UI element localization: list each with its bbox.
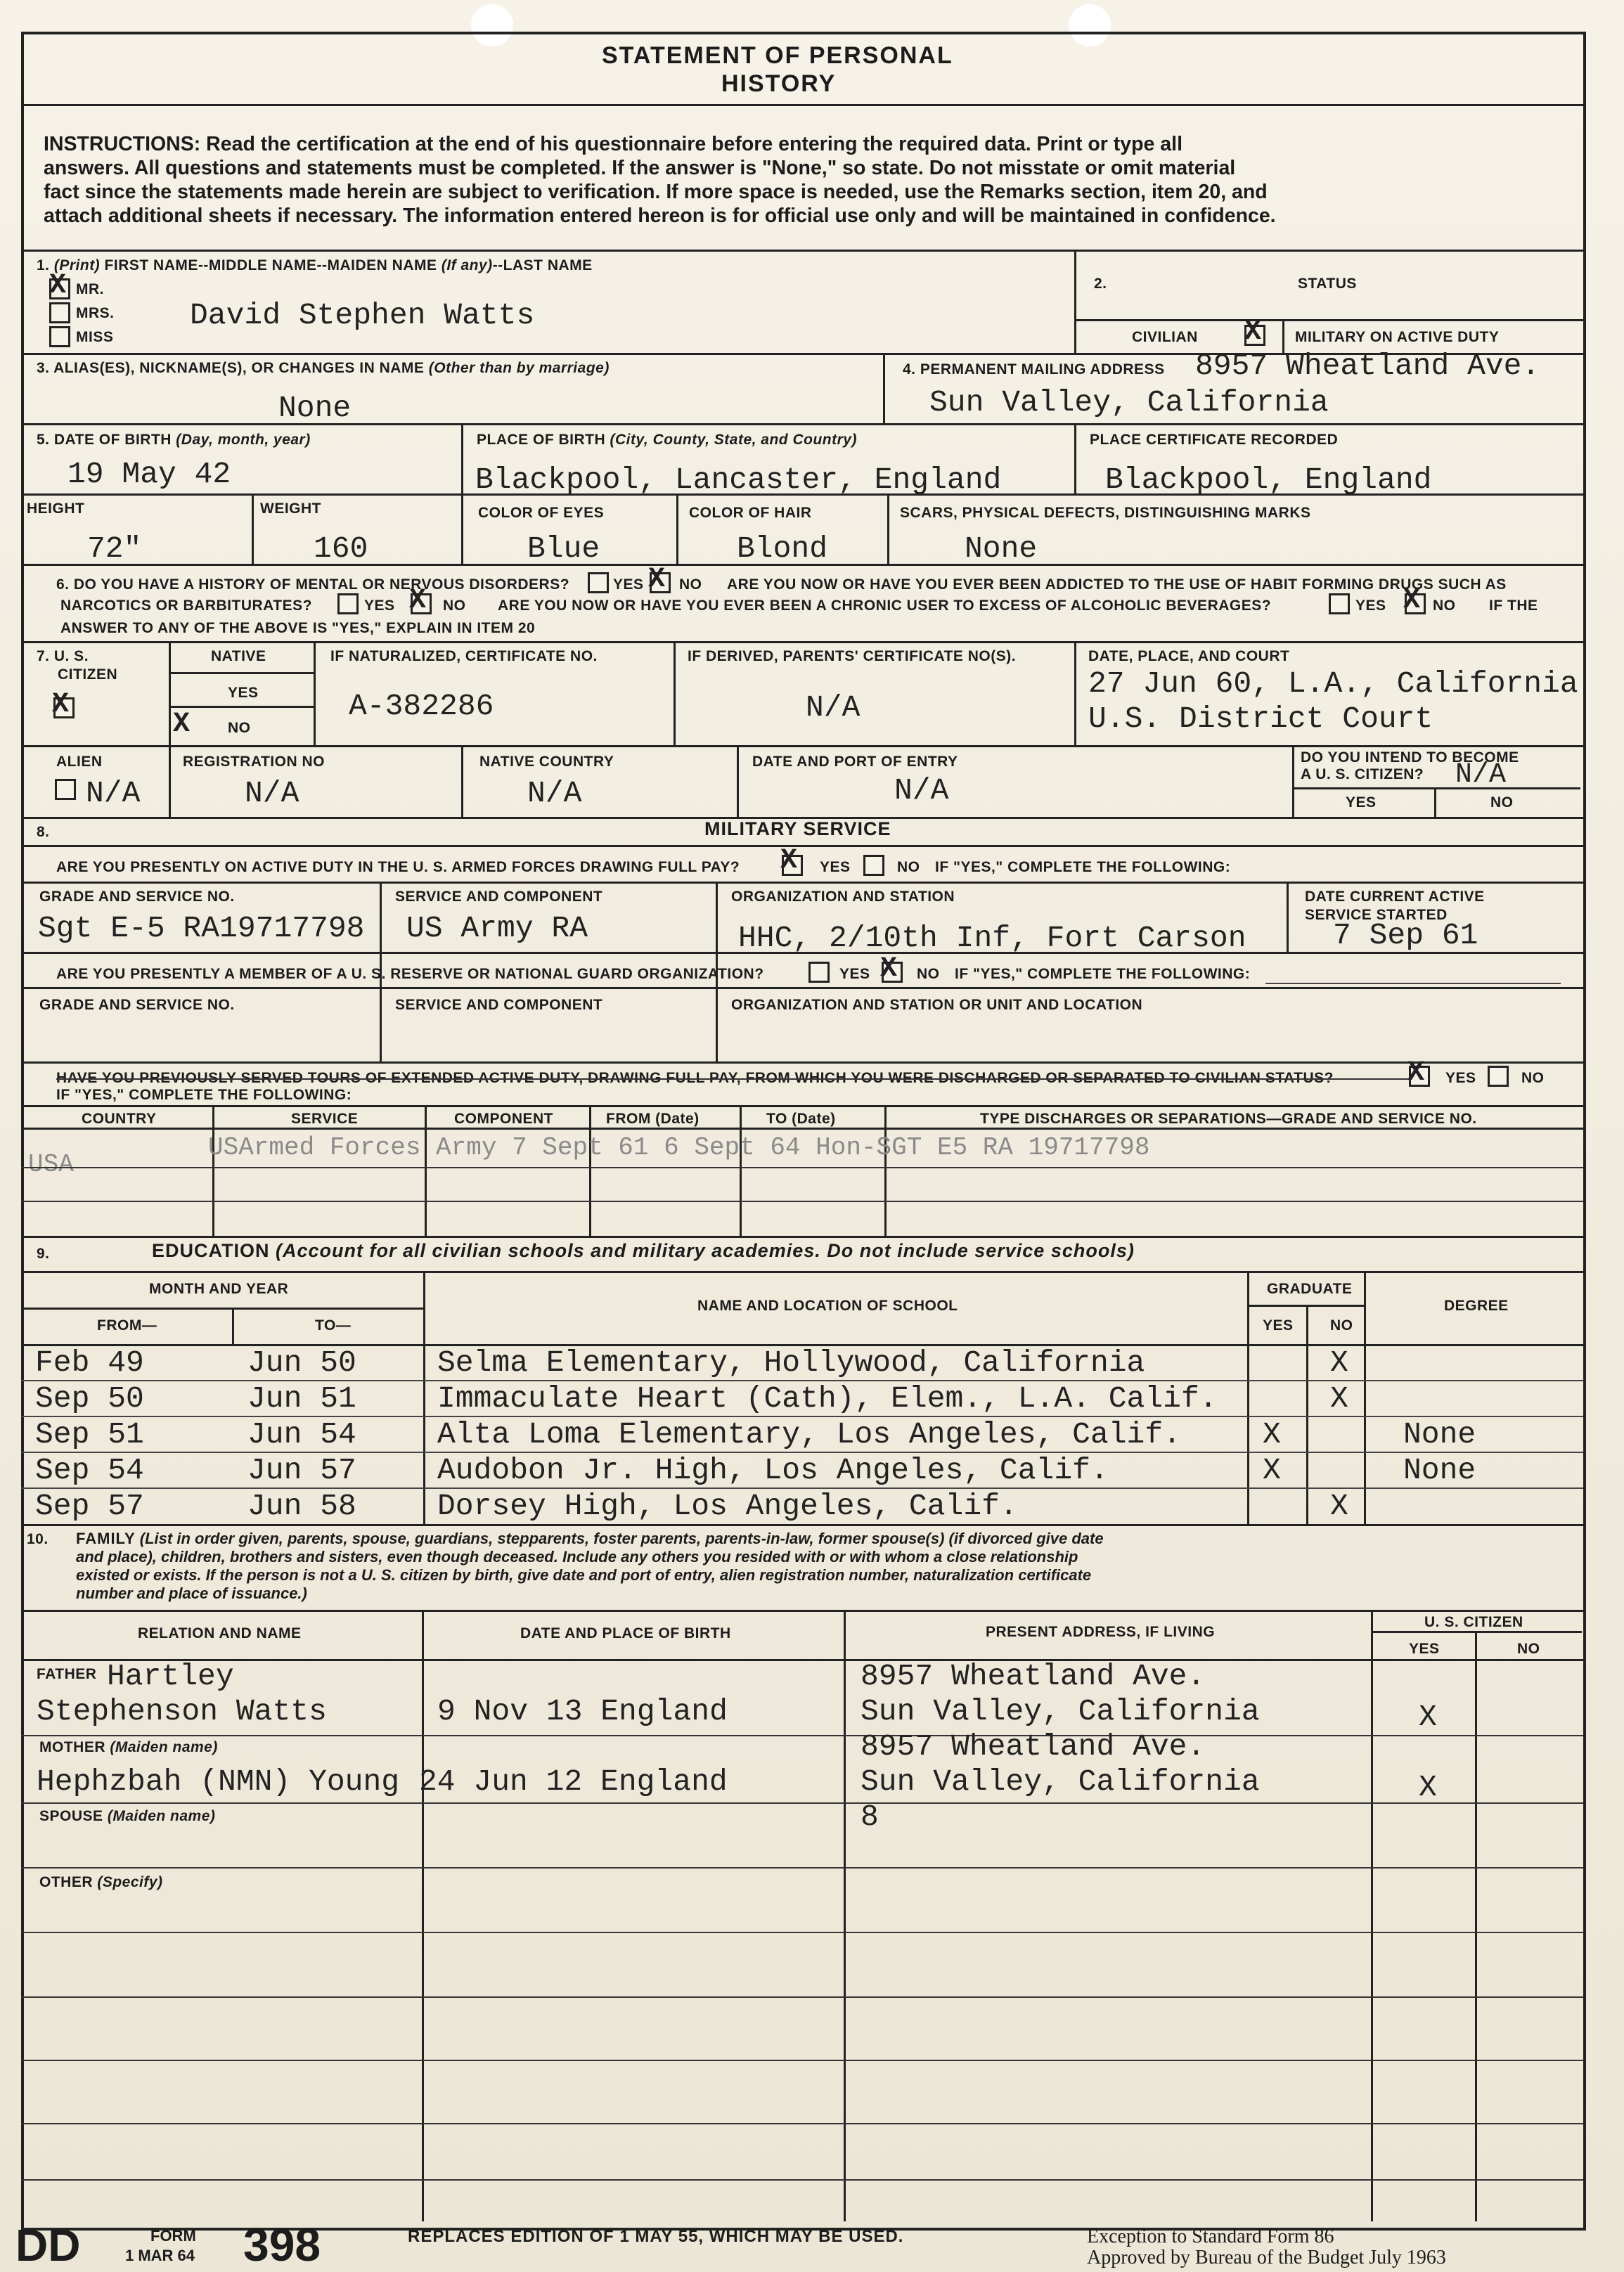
father-address-2: Sun Valley, California xyxy=(861,1694,1260,1729)
registration-value: N/A xyxy=(245,776,299,811)
prior-service-country: USA xyxy=(28,1150,74,1179)
military-checkmark: X xyxy=(1244,316,1262,348)
mr-checkmark: X xyxy=(49,270,67,302)
pob-label: PLACE OF BIRTH (City, County, State, and Country) xyxy=(477,432,857,448)
item9-label: 9. xyxy=(37,1246,50,1262)
active-duty-yes-mark: X xyxy=(780,845,798,877)
eyes-value: Blue xyxy=(527,531,600,566)
edu-to: Jun 57 xyxy=(247,1453,356,1487)
mental-yes-label: YES xyxy=(613,576,644,593)
father-citizen-mark: X xyxy=(1419,1700,1437,1734)
form-number: 398 xyxy=(243,2219,321,2271)
drugs-yes-checkbox[interactable] xyxy=(337,593,359,614)
alcohol-no-mark: X xyxy=(1403,585,1421,617)
court-value-line1: 27 Jun 60, L.A., California xyxy=(1088,666,1578,701)
court-value-line2: U.S. District Court xyxy=(1088,702,1433,736)
native-no-label: NO xyxy=(228,720,251,736)
discharge-col: TYPE DISCHARGES OR SEPARATIONS—GRADE AND SERVICE NO. xyxy=(980,1111,1477,1127)
miss-checkbox[interactable] xyxy=(49,326,70,347)
scars-value: None xyxy=(965,531,1038,566)
country-col: COUNTRY xyxy=(82,1111,157,1127)
height-value: 72" xyxy=(87,531,142,566)
service-started-label: DATE CURRENT ACTIVE xyxy=(1305,889,1485,905)
eyes-label: COLOR OF EYES xyxy=(478,505,605,521)
cert-recorded-label: PLACE CERTIFICATE RECORDED xyxy=(1090,432,1339,448)
item6-q2b: NARCOTICS OR BARBITURATES? xyxy=(60,598,312,614)
family-note-2: and place), children, brothers and sisters, even though deceased. Include any others you resided with or with whom a close relationship xyxy=(76,1548,1078,1566)
other-label: OTHER (Specify) xyxy=(39,1874,163,1890)
grad-no-label: NO xyxy=(1330,1317,1353,1334)
derived-label: IF DERIVED, PARENTS' CERTIFICATE NO(S). xyxy=(688,648,1017,664)
present-address-label: PRESENT ADDRESS, IF LIVING xyxy=(986,1624,1216,1640)
us-citizen-label2: CITIZEN xyxy=(58,666,118,683)
status-label: STATUS xyxy=(1298,276,1357,292)
drugs-no-label: NO xyxy=(443,598,466,614)
intend-yes-label: YES xyxy=(1346,794,1377,811)
org-value: HHC, 2/10th Inf, Fort Carson xyxy=(738,921,1246,955)
service-col: SERVICE xyxy=(291,1111,359,1127)
cert-recorded-value: Blackpool, England xyxy=(1105,463,1432,497)
registration-label: REGISTRATION NO xyxy=(183,754,325,770)
exception-note: Exception to Standard Form 86 xyxy=(1087,2226,1334,2247)
weight-label: WEIGHT xyxy=(260,501,321,517)
grade-label: GRADE AND SERVICE NO. xyxy=(39,889,235,905)
alcohol-yes-label: YES xyxy=(1355,598,1386,614)
edu-from: Sep 54 xyxy=(35,1453,144,1487)
mr-label: MR. xyxy=(76,281,104,297)
edu-school: Selma Elementary, Hollywood, California xyxy=(437,1345,1145,1380)
to-label: TO— xyxy=(315,1317,352,1334)
grade-value: Sgt E-5 RA19717798 xyxy=(38,911,365,945)
mother-birth: 24 Jun 12 England xyxy=(419,1764,728,1799)
item4-label: 4. PERMANENT MAILING ADDRESS xyxy=(903,361,1165,377)
item3-label: 3. ALIAS(ES), NICKNAME(S), OR CHANGES IN NAME (Other than by marriage) xyxy=(37,360,610,376)
replaces-note: REPLACES EDITION OF 1 MAY 55, WHICH MAY BE USED. xyxy=(408,2227,904,2246)
mrs-label: MRS. xyxy=(76,305,115,321)
citizen-yes-label: YES xyxy=(1409,1641,1440,1657)
item6-q2: ARE YOU NOW OR HAVE YOU EVER BEEN ADDICTED TO THE USE OF HABIT FORMING DRUGS SUCH AS xyxy=(727,576,1507,593)
father-address-1: 8957 Wheatland Ave. xyxy=(861,1659,1206,1693)
naturalized-label: IF NATURALIZED, CERTIFICATE NO. xyxy=(330,648,598,664)
entry-label: DATE AND PORT OF ENTRY xyxy=(752,754,958,770)
edu-grad-no: X xyxy=(1330,1381,1348,1416)
father-label: FATHER xyxy=(37,1666,97,1682)
school-label: NAME AND LOCATION OF SCHOOL xyxy=(697,1298,958,1314)
prior-service-question: HAVE YOU PREVIOUSLY SERVED TOURS OF EXTENDED ACTIVE DUTY, DRAWING FULL PAY, FROM WHICH YOU WERE DISCHARGED OR SEPARATED TO CIVILIAN STATUS? xyxy=(56,1070,1334,1086)
us-citizen-label: 7. U. S. xyxy=(37,648,89,664)
service-started-value: 7 Sep 61 xyxy=(1333,918,1478,953)
alcohol-no-label: NO xyxy=(1433,598,1456,614)
weight-value: 160 xyxy=(314,531,368,566)
us-citizen-mark: X xyxy=(52,689,70,721)
dd-mark: DD xyxy=(15,2220,81,2271)
to-col: TO (Date) xyxy=(766,1111,836,1127)
edu-to: Jun 51 xyxy=(247,1381,356,1416)
edu-school: Audobon Jr. High, Los Angeles, Calif. xyxy=(437,1453,1109,1487)
edu-to: Jun 58 xyxy=(247,1489,356,1523)
pob-value: Blackpool, Lancaster, England xyxy=(475,463,1002,497)
mother-address-1: 8957 Wheatland Ave. xyxy=(861,1729,1206,1764)
court-label: DATE, PLACE, AND COURT xyxy=(1088,648,1290,664)
citizen-no-label: NO xyxy=(1517,1641,1540,1657)
us-citizen-col-label: U. S. CITIZEN xyxy=(1424,1614,1523,1630)
edu-from: Sep 57 xyxy=(35,1489,144,1523)
instructions-line: answers. All questions and statements must be completed. If the answer is "None," so state. Do not misstate or omit material xyxy=(44,157,1236,179)
reserve-question: ARE YOU PRESENTLY A MEMBER OF A U. S. RESERVE OR NATIONAL GUARD ORGANIZATION? xyxy=(56,966,764,982)
edu-from: Sep 50 xyxy=(35,1381,144,1416)
edu-to: Jun 54 xyxy=(247,1417,356,1452)
reserve-no-label: NO xyxy=(917,966,940,982)
native-country-label: NATIVE COUNTRY xyxy=(479,754,614,770)
org2-label: ORGANIZATION AND STATION OR UNIT AND LOCATION xyxy=(731,997,1143,1013)
alien-label: ALIEN xyxy=(56,754,103,770)
item6-q3: ARE YOU NOW OR HAVE YOU EVER BEEN A CHRONIC USER TO EXCESS OF ALCOHOLIC BEVERAGES? xyxy=(498,598,1272,614)
instructions-line: attach additional sheets if necessary. The information entered hereon is for official use only and will be maintained in confidence. xyxy=(44,205,1276,227)
component-col: COMPONENT xyxy=(454,1111,553,1127)
item2-label: 2. xyxy=(1094,276,1107,292)
edu-to: Jun 50 xyxy=(247,1345,356,1380)
instructions-line: fact since the statements made herein are subject to verification. If more space is needed, use the Remarks section, item 20, and xyxy=(44,181,1268,203)
item8-label: 8. xyxy=(37,824,50,840)
org-label: ORGANIZATION AND STATION xyxy=(731,889,955,905)
item6-explain: ANSWER TO ANY OF THE ABOVE IS "YES," EXPLAIN IN ITEM 20 xyxy=(60,620,536,636)
form-subtitle: HISTORY xyxy=(721,70,837,97)
edu-from: Feb 49 xyxy=(35,1345,144,1380)
intend-label: DO YOU INTEND TO BECOME xyxy=(1301,749,1519,766)
from-col: FROM (Date) xyxy=(606,1111,700,1127)
prior-service-tail: IF "YES," COMPLETE THE FOLLOWING: xyxy=(56,1087,352,1103)
relation-label: RELATION AND NAME xyxy=(138,1625,302,1641)
edu-school: Dorsey High, Los Angeles, Calif. xyxy=(437,1489,1018,1523)
prior-no-checkbox[interactable] xyxy=(1488,1066,1509,1087)
alias-value: None xyxy=(278,391,352,425)
mother-citizen-mark: X xyxy=(1419,1770,1437,1805)
service-started-label2: SERVICE STARTED xyxy=(1305,907,1448,923)
edu-degree: None xyxy=(1403,1453,1476,1487)
birth-label: DATE AND PLACE OF BIRTH xyxy=(520,1625,731,1641)
father-name-2: Stephenson Watts xyxy=(37,1694,327,1729)
dob-label: 5. DATE OF BIRTH (Day, month, year) xyxy=(37,432,311,448)
education-heading: EDUCATION (Account for all civilian schools and military academies. Do not include service schools) xyxy=(152,1240,1135,1261)
grade2-label: GRADE AND SERVICE NO. xyxy=(39,997,235,1013)
alien-checkbox[interactable] xyxy=(55,779,76,800)
hair-value: Blond xyxy=(737,531,828,566)
active-duty-question: ARE YOU PRESENTLY ON ACTIVE DUTY IN THE U. S. ARMED FORCES DRAWING FULL PAY? xyxy=(56,859,740,875)
family-note-1: FAMILY (List in order given, parents, spouse, guardians, stepparents, foster parents, parents-in-law, former spouse(s) (if divorced give date xyxy=(76,1530,1104,1547)
mental-no-label: NO xyxy=(679,576,702,593)
edu-grad-no: X xyxy=(1330,1489,1348,1523)
native-yes-label: YES xyxy=(228,685,259,701)
edu-school: Immaculate Heart (Cath), Elem., L.A. Calif. xyxy=(437,1381,1218,1416)
native-country-value: N/A xyxy=(527,776,582,811)
drugs-no-mark: X xyxy=(409,585,427,617)
edu-degree: None xyxy=(1403,1417,1476,1452)
naturalized-value: A-382286 xyxy=(349,689,494,723)
active-duty-no-label: NO xyxy=(897,859,920,875)
form-title: STATEMENT OF PERSONAL xyxy=(602,42,953,69)
spouse-label: SPOUSE (Maiden name) xyxy=(39,1808,216,1824)
address-line1: 8957 Wheatland Ave. xyxy=(1195,349,1540,383)
prior-service-entry: USArmed Forces Army 7 Sept 61 6 Sept 64 Hon-SGT E5 RA 19717798 xyxy=(208,1133,1150,1162)
full-name-value: David Stephen Watts xyxy=(190,298,535,333)
edu-school: Alta Loma Elementary, Los Angeles, Calif. xyxy=(437,1417,1181,1452)
reserve-no-mark: X xyxy=(880,953,898,985)
prior-no-label: NO xyxy=(1521,1070,1545,1086)
dob-value: 19 May 42 xyxy=(67,457,231,491)
form-date: 1 MAR 64 xyxy=(125,2247,195,2264)
spouse-address: 8 xyxy=(861,1800,879,1834)
instructions: INSTRUCTIONS: Read the certification at the end of his questionnaire before entering the required data. Print or type all xyxy=(44,133,1182,155)
mrs-checkbox[interactable] xyxy=(49,302,70,323)
item6-q1: 6. DO YOU HAVE A HISTORY OF MENTAL OR NERVOUS DISORDERS? xyxy=(56,576,570,593)
item10-label: 10. xyxy=(27,1531,49,1547)
reserve-yes-label: YES xyxy=(839,966,870,982)
alcohol-yes-checkbox[interactable] xyxy=(1329,593,1350,614)
father-name-1: Hartley xyxy=(107,1659,234,1693)
edu-grad-no: X xyxy=(1330,1345,1348,1380)
active-duty-no-checkbox[interactable] xyxy=(863,855,884,876)
native-label: NATIVE xyxy=(211,648,266,664)
edu-from: Sep 51 xyxy=(35,1417,144,1452)
mother-address-2: Sun Valley, California xyxy=(861,1764,1260,1799)
component-value: US Army RA xyxy=(406,911,588,945)
graduate-label: GRADUATE xyxy=(1267,1281,1353,1297)
hair-label: COLOR OF HAIR xyxy=(689,505,812,521)
drugs-yes-label: YES xyxy=(364,598,395,614)
form-word: FORM xyxy=(150,2227,196,2245)
active-duty-yes-label: YES xyxy=(820,859,851,875)
military-active-label: MILITARY ON ACTIVE DUTY xyxy=(1295,329,1500,345)
civilian-label: CIVILIAN xyxy=(1132,329,1198,345)
from-label: FROM— xyxy=(97,1317,157,1334)
alien-value: N/A xyxy=(86,776,141,811)
intend-label2: A U. S. CITIZEN? xyxy=(1301,766,1424,782)
edu-grad-yes: X xyxy=(1263,1417,1281,1452)
mental-no-mark: X xyxy=(648,564,666,595)
family-note-4: number and place of issuance.) xyxy=(76,1584,307,1602)
reserve-tail: IF "YES," COMPLETE THE FOLLOWING: xyxy=(955,966,1251,982)
prior-yes-label: YES xyxy=(1445,1070,1476,1086)
degree-label: DEGREE xyxy=(1444,1298,1509,1314)
family-note-3: existed or exists. If the person is not a U. S. citizen by birth, give date and port of entry, alien registration number, naturalization certificate xyxy=(76,1566,1092,1584)
mother-name: Hephzbah (NMN) Young xyxy=(37,1764,400,1799)
intend-value: N/A xyxy=(1455,759,1507,791)
miss-label: MISS xyxy=(76,329,114,345)
component2-label: SERVICE AND COMPONENT xyxy=(395,997,603,1013)
intend-no-label: NO xyxy=(1490,794,1514,811)
father-birth: 9 Nov 13 England xyxy=(437,1694,728,1729)
reserve-yes-checkbox[interactable] xyxy=(808,962,830,983)
active-duty-tail: IF "YES," COMPLETE THE FOLLOWING: xyxy=(935,859,1231,875)
edu-grad-yes: X xyxy=(1263,1453,1281,1487)
mental-yes-checkbox[interactable] xyxy=(588,572,609,593)
component-label: SERVICE AND COMPONENT xyxy=(395,889,603,905)
grad-yes-label: YES xyxy=(1263,1317,1294,1334)
scars-label: SCARS, PHYSICAL DEFECTS, DISTINGUISHING MARKS xyxy=(900,505,1311,521)
mother-label: MOTHER (Maiden name) xyxy=(39,1739,218,1755)
approved-note: Approved by Bureau of the Budget July 1963 xyxy=(1087,2247,1446,2268)
address-line2: Sun Valley, California xyxy=(929,385,1329,420)
military-heading: MILITARY SERVICE xyxy=(704,818,891,839)
entry-value: N/A xyxy=(894,773,949,808)
month-year-label: MONTH AND YEAR xyxy=(149,1281,289,1297)
height-label: HEIGHT xyxy=(27,501,85,517)
derived-value: N/A xyxy=(806,690,861,725)
item1-label: 1. (Print) FIRST NAME--MIDDLE NAME--MAIDEN NAME (If any)--LAST NAME xyxy=(37,257,593,273)
item6-tail: IF THE xyxy=(1489,598,1538,614)
prior-yes-mark: X xyxy=(1407,1057,1425,1089)
native-no-mark: X xyxy=(173,709,191,740)
